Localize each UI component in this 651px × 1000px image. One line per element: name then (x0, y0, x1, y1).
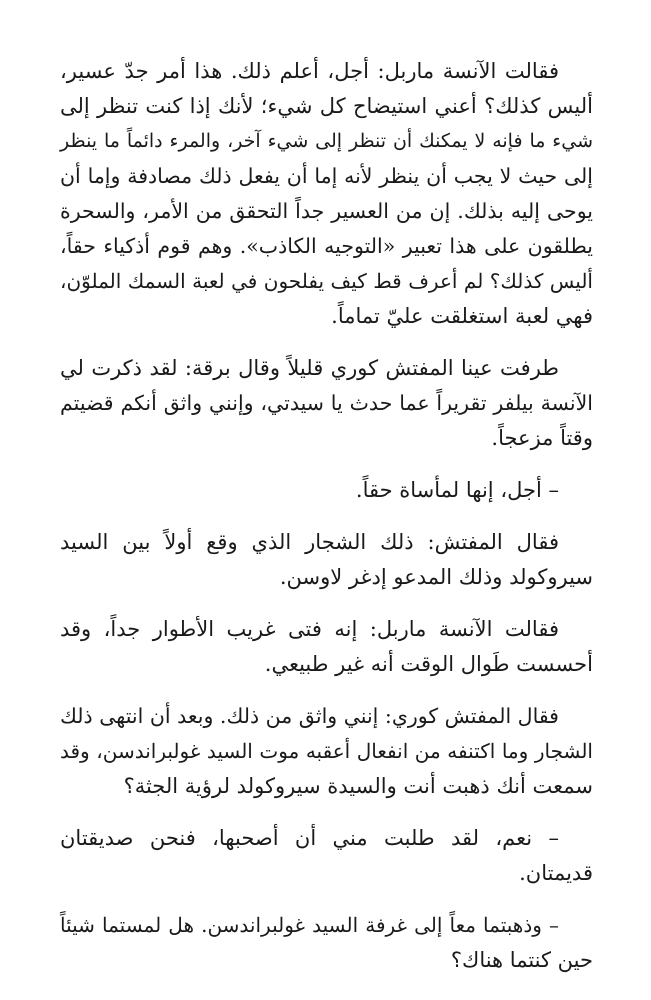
text-line: فقالت الآنسة ماربل: أجل، أعلم ذلك. هذا أمر جدّ عسير، (60, 59, 559, 83)
text-line: فقال المفتش كوري: إنني واثق من ذلك. وبعد أن انتهى ذلك (60, 704, 559, 728)
text-line: شيء ما فإنه لا يمكنك أن تنظر إلى شيء آخر، والمرء دائماً ما ينظر (60, 130, 593, 152)
text-line: الشجار وما اكتنفه من انفعال أعقبه موت السيد غولبراندسن، وقد (60, 739, 593, 763)
text-line: سيروكولد وذلك المدعو إدغر لاوسن. (279, 565, 593, 589)
paragraph-8 (60, 908, 593, 978)
text-line: يطلقون على هذا تعبير «التوجيه الكاذب». وهم قوم أذكياء حقاً، (60, 234, 593, 258)
text-line: – وذهبتما معاً إلى غرفة السيد غولبراندسن. هل لمستما شيئاً (60, 913, 559, 937)
text-line: وقتاً مزعجاً. (491, 426, 593, 450)
paragraph-6 (60, 699, 593, 804)
text-line: الآنسة بيلفر تقريراً عما حدث يا سيدتي، وإنني واثق أنكم قضيتم (60, 391, 593, 415)
book-page (60, 54, 593, 995)
paragraph-3 (60, 473, 593, 508)
text-line: – أجل، إنها لمأساة حقاً. (355, 478, 559, 502)
paragraph-4 (60, 525, 593, 595)
text-line: قديمتان. (519, 861, 593, 885)
text-line: سمعت أنك ذهبت أنت والسيدة سيروكولد لرؤية الجثة؟ (123, 774, 593, 798)
text-line: فقالت الآنسة ماربل: إنه فتى غريب الأطوار جداً، وقد (60, 617, 559, 641)
text-line: فهي لعبة استغلقت عليّ تماماً. (331, 304, 593, 328)
text-line: يوحى إليه بذلك. إن من العسير جداً التحقق من الأمر، والسحرة (60, 199, 593, 223)
paragraph-1 (60, 54, 593, 334)
text-line: أليس كذلك؟ أعني استيضاح كل شيء؛ لأنك إذا كنت تنظر إلى (60, 94, 593, 118)
paragraph-5 (60, 612, 593, 682)
text-line: فقال المفتش: ذلك الشجار الذي وقع أولاً بين السيد (60, 530, 559, 554)
text-line: طرفت عينا المفتش كوري قليلاً وقال برقة: لقد ذكرت لي (60, 356, 559, 380)
text-line: إلى حيث لا يجب أن ينظر لأنه إما أن يفعل ذلك مصادفة وإما أن (60, 164, 593, 188)
paragraph-7 (60, 821, 593, 891)
text-line: أليس كذلك؟ لم أعرف قط كيف يفلحون في لعبة السمك الملوّن، (60, 269, 593, 293)
text-line: أحسست طَوال الوقت أنه غير طبيعي. (264, 652, 593, 676)
paragraph-2 (60, 351, 593, 456)
text-line: حين كنتما هناك؟ (450, 948, 593, 972)
text-line: – نعم، لقد طلبت مني أن أصحبها، فنحن صديقتان (60, 826, 559, 850)
